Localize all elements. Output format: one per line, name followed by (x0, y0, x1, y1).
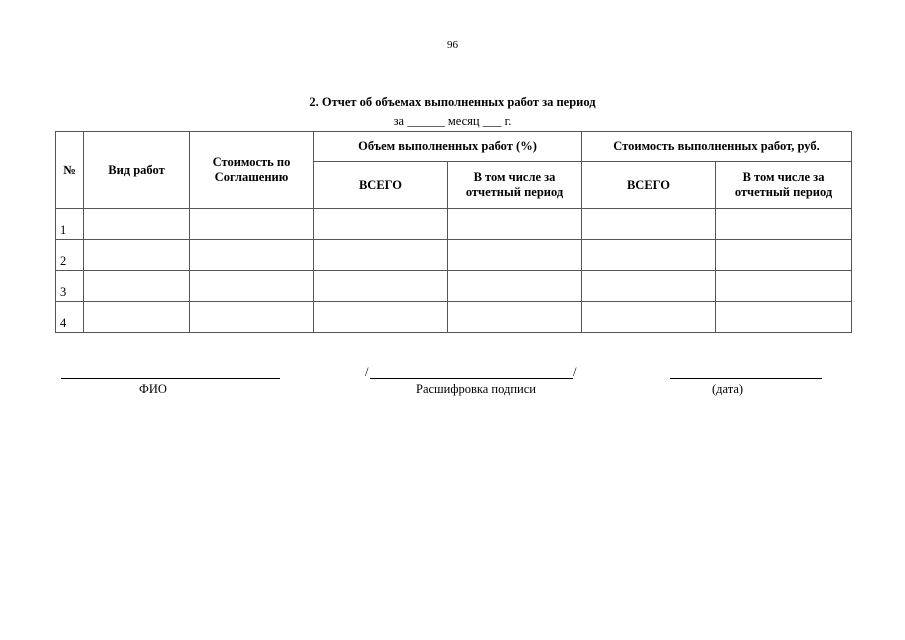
signature-decoding-line[interactable] (370, 378, 573, 379)
table-row (56, 271, 852, 302)
cell-cost-period[interactable] (716, 209, 852, 240)
cell-volume-total[interactable] (314, 240, 448, 271)
row-number: 2 (56, 240, 84, 271)
cell-cost-period[interactable] (716, 271, 852, 302)
cell-volume-period[interactable] (448, 302, 582, 333)
cell-volume-total[interactable] (314, 209, 448, 240)
date-caption: (дата) (711, 382, 744, 396)
decoding-caption: Расшифровка подписи (416, 382, 536, 396)
header-volume-total: ВСЕГО (314, 162, 448, 209)
cell-work-type[interactable] (84, 302, 190, 333)
name-caption: ФИО (139, 382, 167, 396)
row-number: 1 (56, 209, 84, 240)
cell-volume-period[interactable] (448, 271, 582, 302)
cell-volume-period[interactable] (448, 240, 582, 271)
table-row (56, 240, 852, 271)
cell-cost-agreement[interactable] (190, 209, 314, 240)
header-cost-total: ВСЕГО (582, 162, 716, 209)
header-cost-group: Стоимость выполненных работ, руб. (582, 132, 852, 162)
header-cost-period: В том числе за отчетный период (716, 162, 852, 209)
header-cost-agreement: Стоимость по Соглашению (190, 132, 314, 209)
cell-cost-period[interactable] (716, 240, 852, 271)
report-period-line: за ______ месяц ___ г. (393, 114, 512, 128)
table-row (56, 302, 852, 333)
cell-volume-total[interactable] (314, 302, 448, 333)
date-line[interactable] (670, 378, 822, 379)
table-row (56, 209, 852, 240)
report-table (55, 131, 852, 333)
cell-work-type[interactable] (84, 240, 190, 271)
cell-volume-total[interactable] (314, 271, 448, 302)
slash-left: / (365, 365, 369, 379)
cell-work-type[interactable] (84, 209, 190, 240)
page-number: 96 (447, 39, 458, 51)
cell-cost-period[interactable] (716, 302, 852, 333)
cell-cost-total[interactable] (582, 240, 716, 271)
name-signature-line[interactable] (61, 378, 280, 379)
cell-cost-agreement[interactable] (190, 271, 314, 302)
header-volume-group: Объем выполненных работ (%) (314, 132, 582, 162)
report-title: 2. Отчет об объемах выполненных работ за период (309, 95, 596, 109)
row-number: 4 (56, 302, 84, 333)
cell-cost-total[interactable] (582, 209, 716, 240)
cell-cost-total[interactable] (582, 271, 716, 302)
header-work-type: Вид работ (84, 132, 190, 209)
cell-cost-agreement[interactable] (190, 302, 314, 333)
cell-work-type[interactable] (84, 271, 190, 302)
slash-right: / (573, 365, 577, 379)
cell-cost-total[interactable] (582, 302, 716, 333)
table-header-row-1 (56, 132, 852, 162)
row-number: 3 (56, 271, 84, 302)
cell-cost-agreement[interactable] (190, 240, 314, 271)
header-number: № (56, 132, 84, 209)
cell-volume-period[interactable] (448, 209, 582, 240)
header-volume-period: В том числе за отчетный период (448, 162, 582, 209)
